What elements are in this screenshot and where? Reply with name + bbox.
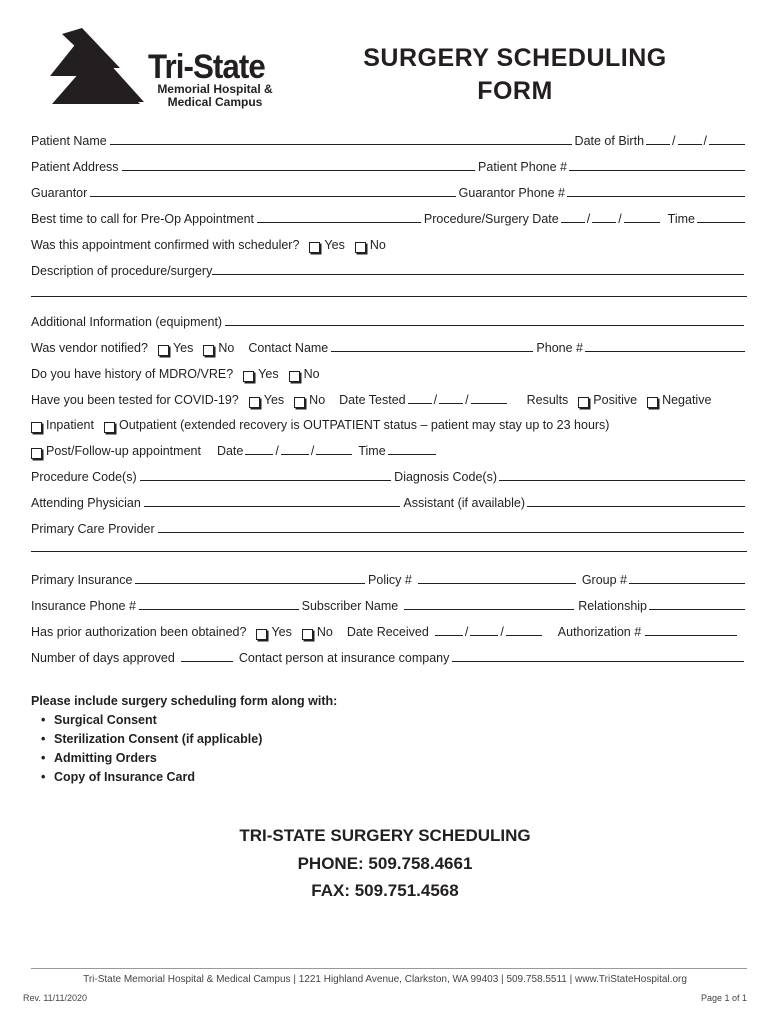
relationship-field[interactable] [649, 609, 745, 610]
prior-auth-no-checkbox[interactable] [302, 629, 313, 640]
row-prior-auth: Has prior authorization been obtained? Yes No Date Received / / Authorization # [31, 619, 747, 639]
label-diagnosis-codes: Diagnosis Code(s) [394, 470, 497, 484]
row-inpatient: Inpatient Outpatient (extended recovery is OUTPATIENT status – patient may stay up to 23 hours) [31, 412, 747, 432]
date-received-year[interactable] [506, 635, 542, 636]
page-number: Page 1 of 1 [700, 993, 747, 1003]
label-contact-name: Contact Name [248, 341, 329, 355]
procedure-date-month[interactable] [561, 222, 585, 223]
vendor-no-checkbox[interactable] [203, 345, 214, 356]
time-field[interactable] [697, 222, 745, 223]
confirmed-yes-checkbox[interactable] [309, 242, 320, 253]
guarantor-phone-field[interactable] [567, 196, 745, 197]
date-tested-month[interactable] [408, 403, 432, 404]
label-group: Group # [581, 573, 627, 587]
pcp-line-2[interactable] [31, 551, 747, 552]
description-line-2[interactable] [31, 296, 747, 297]
inpatient-checkbox[interactable] [31, 422, 42, 433]
label-date-tested: Date Tested [339, 393, 406, 407]
subscriber-field[interactable] [404, 609, 574, 610]
mdro-yes-checkbox[interactable] [243, 371, 254, 382]
procedure-date-day[interactable] [592, 222, 616, 223]
logo-subtitle: Memorial Hospital & Medical Campus [157, 82, 273, 109]
label-guarantor-phone: Guarantor Phone # [458, 186, 565, 200]
description-field[interactable] [212, 274, 744, 275]
post-followup-checkbox[interactable] [31, 448, 42, 459]
label-results: Results [526, 393, 569, 407]
contact-title: TRI-STATE SURGERY SCHEDULING [239, 826, 531, 845]
dob-day-field[interactable] [678, 144, 702, 145]
row-days-approved [31, 645, 747, 665]
covid-no-checkbox[interactable] [294, 397, 305, 408]
label-patient-address: Patient Address [31, 160, 119, 174]
row-mdro: Do you have history of MDRO/VRE? Yes No [31, 367, 320, 381]
guarantor-field[interactable] [90, 196, 455, 197]
contact-name-field[interactable] [331, 351, 533, 352]
date-tested-day[interactable] [439, 403, 463, 404]
row-pcp [31, 516, 747, 536]
include-section [31, 692, 337, 787]
footer-divider [31, 968, 747, 969]
label-followup-date: Date [216, 444, 244, 458]
best-time-field[interactable] [257, 222, 421, 223]
patient-address-field[interactable] [122, 170, 475, 171]
row-primary-insurance [31, 567, 747, 587]
contact-block [0, 822, 770, 905]
row-guarantor [31, 180, 747, 200]
prior-auth-yes-checkbox[interactable] [256, 629, 267, 640]
group-field[interactable] [629, 583, 745, 584]
label-authorization: Authorization # [557, 625, 642, 639]
include-heading: Please include surgery scheduling form along with: [31, 694, 338, 708]
label-vendor: Was vendor notified? [31, 341, 148, 355]
label-best-time: Best time to call for Pre-Op Appointment [31, 212, 255, 226]
label-primary-insurance: Primary Insurance [31, 573, 133, 587]
label-relationship: Relationship [578, 599, 647, 613]
label-pcp: Primary Care Provider [31, 522, 155, 536]
label-patient-name: Patient Name [31, 134, 107, 148]
attending-field[interactable] [144, 506, 401, 507]
row-patient-name: Patient Name Date of Birth / / [31, 128, 747, 148]
row-attending [31, 490, 747, 510]
outpatient-checkbox[interactable] [104, 422, 115, 433]
label-procedure-codes: Procedure Code(s) [31, 470, 137, 484]
insurance-phone-field[interactable] [139, 609, 299, 610]
assistant-field[interactable] [527, 506, 745, 507]
authorization-field[interactable] [645, 635, 737, 636]
label-policy: Policy # [368, 573, 412, 587]
include-list [31, 711, 337, 787]
contact-person-field[interactable] [452, 661, 744, 662]
days-approved-field[interactable] [181, 661, 233, 662]
revision-date: Rev. 11/11/2020 [23, 993, 88, 1003]
primary-insurance-field[interactable] [135, 583, 365, 584]
date-received-month[interactable] [435, 635, 463, 636]
label-days-approved: Number of days approved [31, 651, 175, 665]
label-date-received: Date Received [346, 625, 429, 639]
label-subscriber: Subscriber Name [301, 599, 399, 613]
additional-field[interactable] [225, 325, 744, 326]
label-procedure-date: Procedure/Surgery Date [423, 212, 559, 226]
footer-address: Tri-State Memorial Hospital & Medical Campus | 1221 Highland Avenue, Clarkston, WA 99403 | 509.758.5511 | www.TriStateHospital.org [83, 974, 687, 985]
mdro-no-checkbox[interactable] [289, 371, 300, 382]
label-confirmed: Was this appointment confirmed with scheduler? [31, 238, 300, 252]
list-item: • Surgical Consent [41, 711, 337, 730]
followup-date-month[interactable] [245, 454, 273, 455]
row-patient-address [31, 154, 747, 174]
followup-date-day[interactable] [281, 454, 309, 455]
procedure-date-year[interactable] [624, 222, 660, 223]
patient-name-field[interactable] [110, 144, 572, 145]
logo-name: Tri-State [148, 48, 265, 86]
followup-time-field[interactable] [388, 454, 436, 455]
diagnosis-codes-field[interactable] [499, 480, 745, 481]
label-dob: Date of Birth [574, 134, 645, 148]
label-patient-phone: Patient Phone # [478, 160, 567, 174]
patient-phone-field[interactable] [569, 170, 745, 171]
positive-checkbox[interactable] [578, 397, 589, 408]
covid-yes-checkbox[interactable] [249, 397, 260, 408]
row-best-time: Best time to call for Pre-Op Appointment Procedure/Surgery Date / / Time [31, 206, 747, 226]
list-item: • Sterilization Consent (if applicable) [41, 730, 337, 749]
contact-fax: FAX: 509.751.4568 [311, 881, 459, 900]
label-guarantor: Guarantor [31, 186, 88, 200]
label-followup-time: Time [358, 444, 386, 458]
contact-phone: PHONE: 509.758.4661 [297, 853, 473, 873]
row-covid: Have you been tested for COVID-19? Yes No Date Tested / / Results Positive Negative [31, 393, 712, 407]
date-tested-year[interactable] [471, 403, 507, 404]
row-insurance-phone [31, 593, 747, 613]
label-insurance-phone: Insurance Phone # [31, 599, 136, 613]
vendor-yes-checkbox[interactable] [158, 345, 169, 356]
dob-month-field[interactable] [646, 144, 670, 145]
confirmed-no-checkbox[interactable] [355, 242, 366, 253]
label-description: Description of procedure/surgery [31, 264, 213, 278]
list-item: • Admitting Orders [41, 749, 337, 768]
dob-year-field[interactable] [709, 144, 745, 145]
row-post-followup: Post/Follow-up appointment Date / / Time [31, 438, 747, 458]
label-additional: Additional Information (equipment) [31, 315, 223, 329]
row-codes [31, 464, 747, 484]
label-phone: Phone # [536, 341, 583, 355]
label-contact-person: Contact person at insurance company [238, 651, 450, 665]
label-covid: Have you been tested for COVID-19? [31, 393, 239, 407]
vendor-phone-field[interactable] [585, 351, 745, 352]
label-prior-auth: Has prior authorization been obtained? [31, 625, 247, 639]
label-attending: Attending Physician [31, 496, 141, 510]
procedure-codes-field[interactable] [140, 480, 392, 481]
row-confirmed: Was this appointment confirmed with scheduler? Yes No [31, 238, 386, 252]
row-vendor: Was vendor notified? Yes No Contact Name Phone # [31, 335, 747, 355]
row-additional [31, 309, 747, 329]
pcp-field[interactable] [158, 532, 744, 533]
form-title: SURGERY SCHEDULING FORM [363, 44, 667, 105]
followup-date-year[interactable] [316, 454, 352, 455]
label-mdro: Do you have history of MDRO/VRE? [31, 367, 234, 381]
label-time: Time [667, 212, 695, 226]
negative-checkbox[interactable] [647, 397, 658, 408]
date-received-day[interactable] [470, 635, 498, 636]
policy-field[interactable] [418, 583, 576, 584]
row-description [31, 258, 747, 278]
list-item: • Copy of Insurance Card [41, 768, 337, 787]
label-assistant: Assistant (if available) [403, 496, 525, 510]
